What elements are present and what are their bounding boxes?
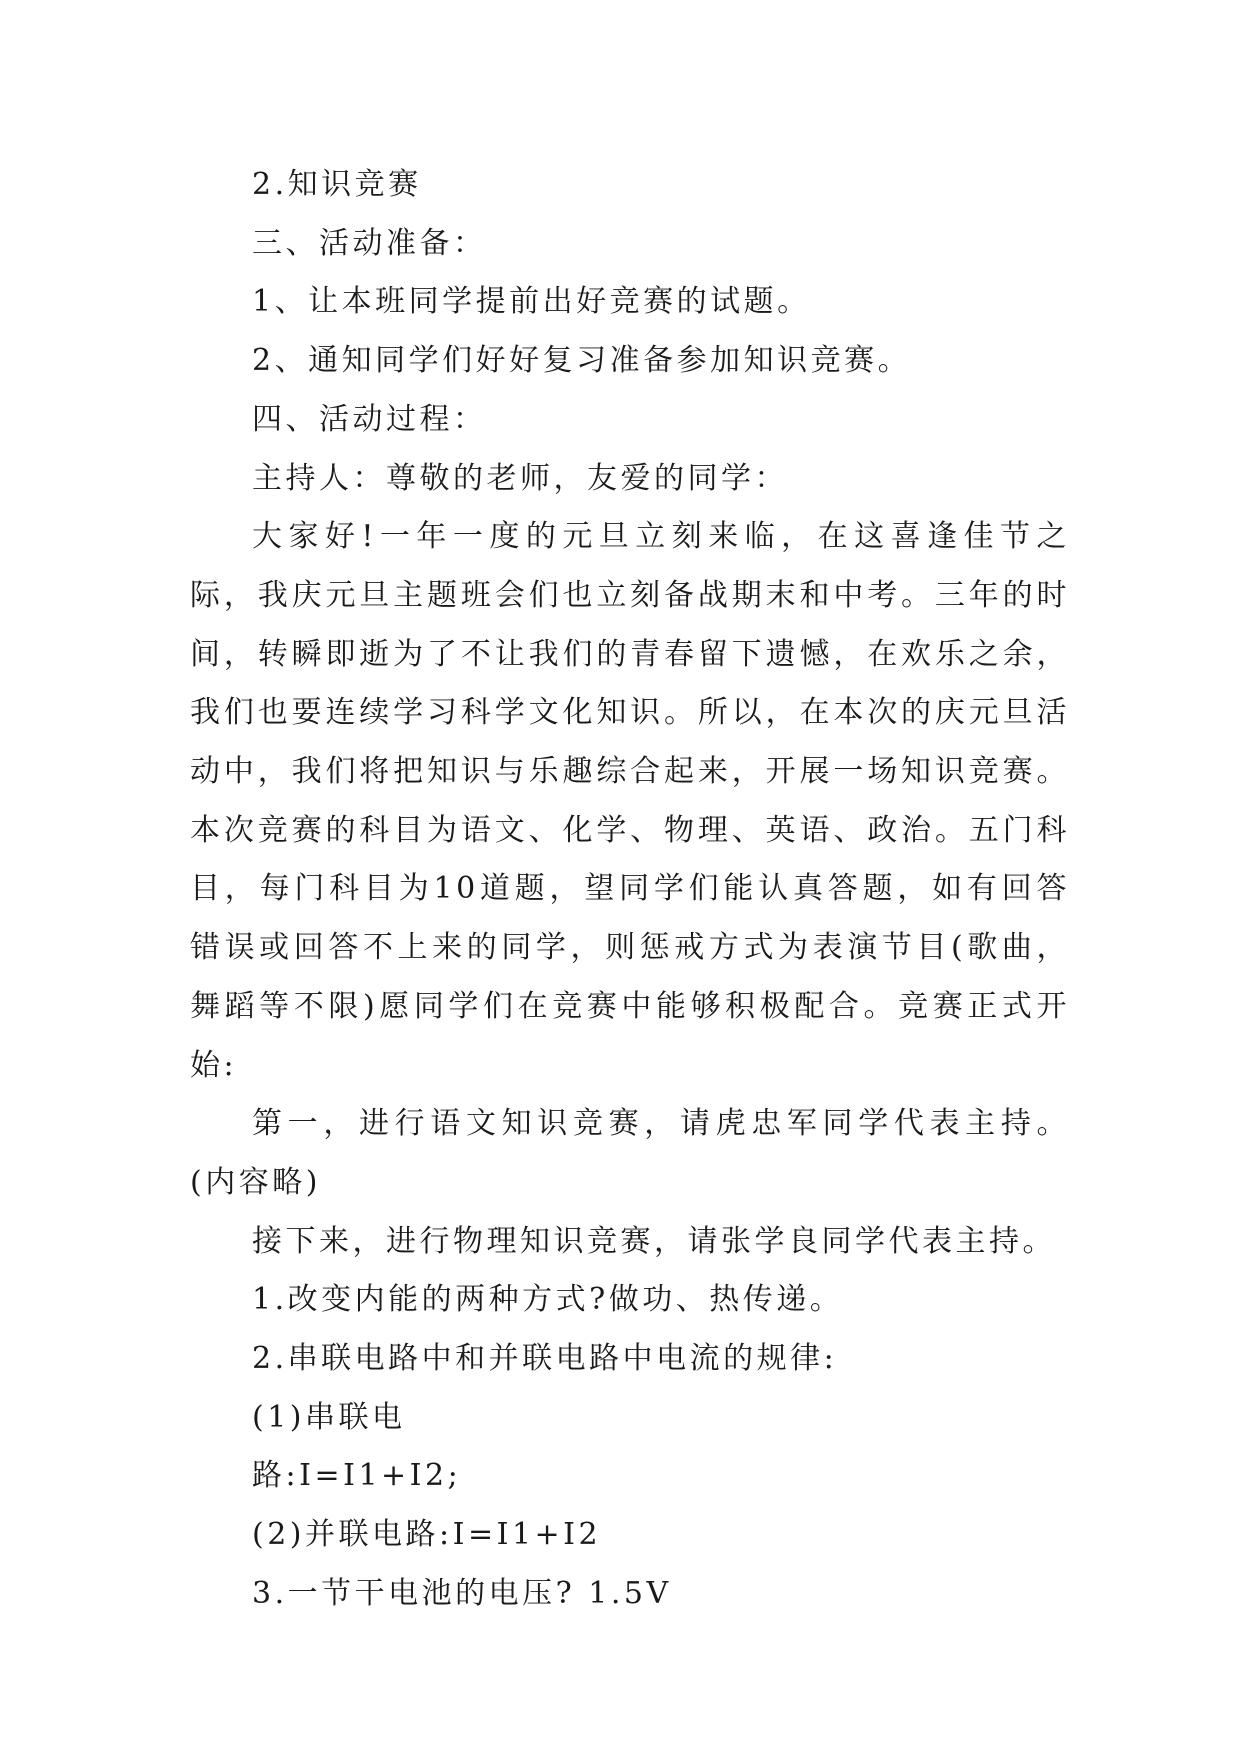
host-speech-paragraph: 大家好!一年一度的元旦立刻来临，在这喜逢佳节之际，我庆元旦主题班会们也立刻备战期末和中考。三年的时间，转瞬即逝为了不让我们的青春留下遗憾，在欢乐之余，我们也要连续学习科学文化知识。所以，在本次的庆元旦活动中，我们将把知识与乐趣综合起来，开展一场知识竞赛。本次竞赛的科目为语文、化学、物理、英语、政治。五门科目，每门科目为10道题，望同学们能认真答题，如有回答错误或回答不上来的同学，则惩戒方式为表演节目(歌曲，舞蹈等不限)愿同学们在竞赛中能够积极配合。竞赛正式开始: bbox=[190, 519, 1070, 1083]
heading-activity-preparation: 三、活动准备： bbox=[252, 225, 487, 261]
host-greeting: 主持人：尊敬的老师，友爱的同学： bbox=[252, 460, 788, 496]
physics-contest-intro: 接下来，进行物理知识竞赛，请张学良同学代表主持。 bbox=[252, 1223, 1056, 1259]
document-body bbox=[190, 156, 1070, 1624]
physics-question-1: 1.改变内能的两种方式?做功、热传递。 bbox=[252, 1282, 844, 1318]
series-circuit-label: (1)串联电 bbox=[252, 1399, 406, 1435]
prep-item-1: 1、让本班同学提前出好竞赛的试题。 bbox=[252, 284, 811, 320]
parallel-circuit-formula: (2)并联电路:I=I1+I2 bbox=[252, 1517, 602, 1553]
chinese-contest-paragraph: 第一，进行语文知识竞赛，请虎忠军同学代表主持。(内容略) bbox=[190, 1106, 1070, 1200]
heading-activity-process: 四、活动过程： bbox=[252, 401, 487, 437]
series-circuit-formula: 路:I=I1+I2; bbox=[252, 1458, 462, 1494]
prep-item-2: 2、通知同学们好好复习准备参加知识竞赛。 bbox=[252, 343, 912, 379]
physics-question-3: 3.一节干电池的电压? 1.5V bbox=[252, 1575, 672, 1611]
physics-question-2: 2.串联电路中和并联电路中电流的规律: bbox=[252, 1341, 838, 1377]
item-knowledge-contest: 2.知识竞赛 bbox=[252, 167, 422, 202]
